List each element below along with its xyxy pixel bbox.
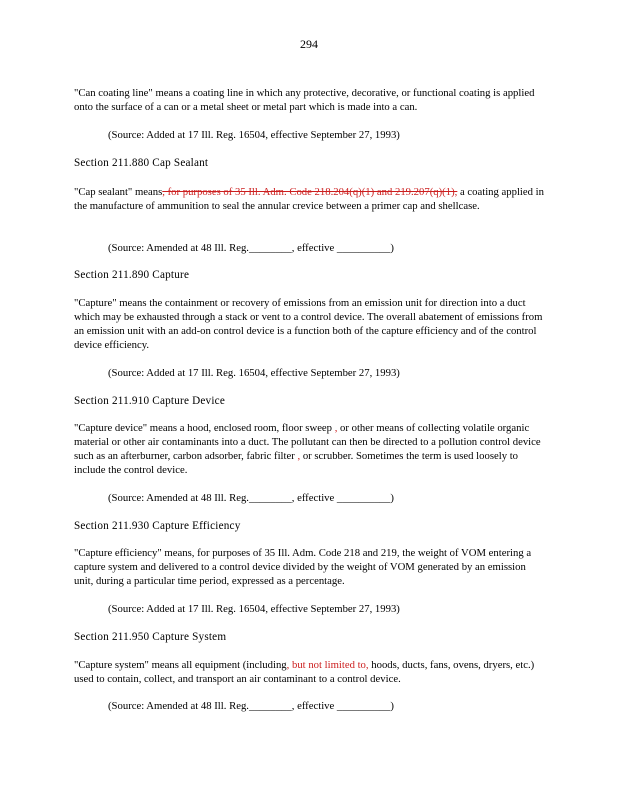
definition-capture: "Capture" means the containment or recovery of emissions from an emission unit for direction into a duct which may be exhausted through a stack or vent to a control device. The overall abatement of emissions from an emission unit with an add-on control device is a function both of the capture efficiency and of the control device efficiency. <box>74 297 543 351</box>
text-run: "Capture system" means all equipment (including <box>74 659 287 671</box>
inserted-text: , <box>294 450 301 462</box>
deleted-text: , for purposes of 35 Ill. Adm. Code 218.204(q)(1) and 219.207(q)(1), <box>162 186 458 198</box>
inserted-text: , but not limited to, <box>286 659 369 671</box>
text-run: or other means of collecting volatile organic material or other air contaminants into a duct. The pollutant can then be directed to a pollution control device such as an afterburner, carbon adsorber, fabric filter <box>74 422 541 462</box>
page-number: 294 <box>300 37 318 51</box>
source-note: (Source: Added at 17 Ill. Reg. 16504, effective September 27, 1993) <box>108 129 400 141</box>
source-note: (Source: Amended at 48 Ill. Reg.________, effective __________) <box>108 700 394 712</box>
text-run: "Capture device" means a hood, enclosed room, floor sweep <box>74 422 333 434</box>
section-heading: Section 211.950 Capture System <box>74 631 227 643</box>
source-note: (Source: Amended at 48 Ill. Reg.________, effective __________) <box>108 492 394 504</box>
text-run: hoods, ducts, fans, ovens, dryers, etc.) used to contain, collect, and transport an air contaminant to a control device. <box>74 659 535 685</box>
inserted-text: , <box>332 422 338 434</box>
text-run: "Cap sealant" means <box>74 186 163 198</box>
source-note: (Source: Amended at 48 Ill. Reg.________, effective __________) <box>108 242 394 254</box>
source-note: (Source: Added at 17 Ill. Reg. 16504, effective September 27, 1993) <box>108 603 400 615</box>
definition-capture-efficiency: "Capture efficiency" means, for purposes of 35 Ill. Adm. Code 218 and 219, the weight of VOM entering a capture system and delivered to a control device divided by the weight of VOM generated by an emission unit, during a particular time period, expressed as a percentage. <box>74 547 532 587</box>
definition-cap-sealant <box>74 185 544 213</box>
definition-capture-device <box>74 421 544 477</box>
source-note: (Source: Added at 17 Ill. Reg. 16504, effective September 27, 1993) <box>108 367 400 379</box>
section-heading: Section 211.890 Capture <box>74 269 190 281</box>
section-heading: Section 211.910 Capture Device <box>74 395 225 407</box>
section-heading: Section 211.880 Cap Sealant <box>74 157 209 169</box>
text-run: or scrubber. Sometimes the term is used loosely to include the control device. <box>74 450 519 476</box>
definition-can-coating-line: "Can coating line" means a coating line in which any protective, decorative, or functional coating is applied onto the surface of a can or a metal sheet or metal part which is made into a can. <box>74 87 535 113</box>
section-heading: Section 211.930 Capture Efficiency <box>74 520 241 532</box>
definition-capture-system <box>74 658 544 686</box>
text-run: a coating applied in the manufacture of ammunition to seal the annular crevice between a primer cap and shellcase. <box>74 186 544 212</box>
